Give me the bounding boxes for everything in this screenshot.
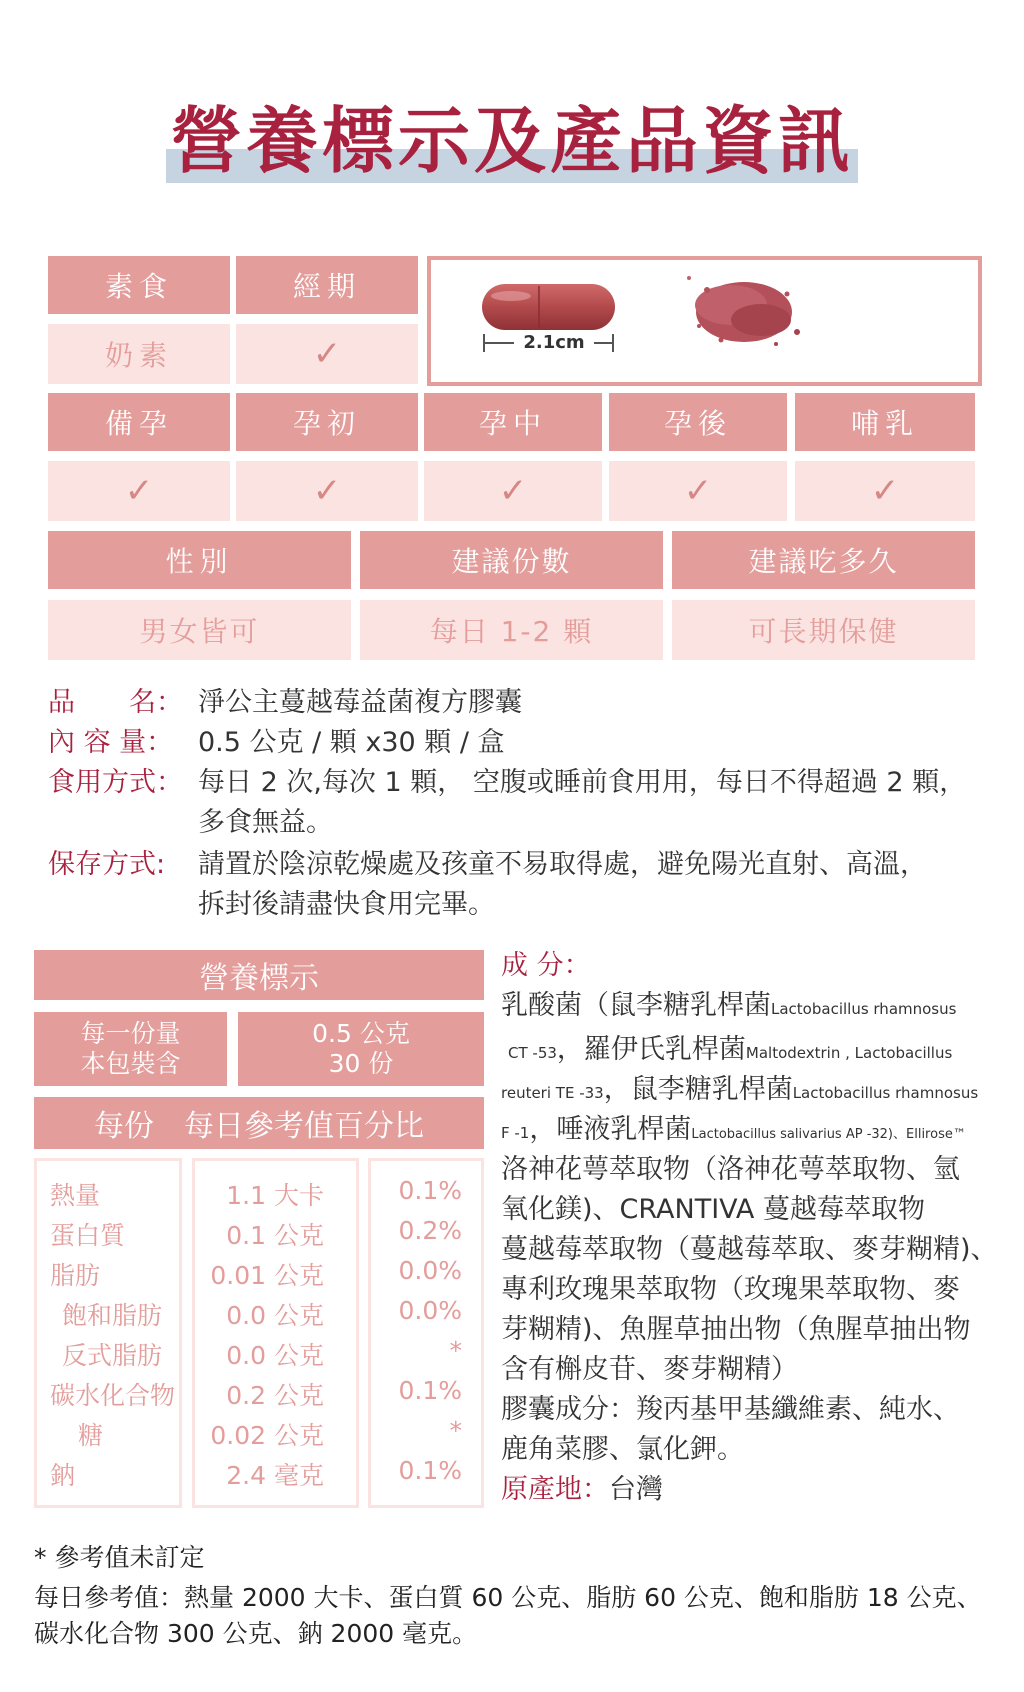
nutrient-percent: 0.1% <box>398 1376 462 1405</box>
ingredients-line-3 <box>501 1070 978 1113</box>
ingredient-latin: Maltodextrin , Lactobacillus <box>745 1044 953 1062</box>
info-usage-row <box>48 764 966 802</box>
ingredients-line-4 <box>501 1110 966 1155</box>
nutrient-name: 碳水化合物 <box>50 1381 176 1410</box>
ingredient-latin: Lactobacillus salivarius AP -32)、Ellirose™ <box>691 1127 966 1142</box>
product-illustration <box>431 260 978 382</box>
info-usage-label: 食用方式： <box>48 767 183 798</box>
nutrient-name: 鈉 <box>50 1461 76 1490</box>
serving-label-1: 每一份量 <box>80 1019 181 1048</box>
ingredient-text: ，鼠李糖乳桿菌 <box>603 1074 793 1105</box>
ingredients-line-7: 蔓越莓萃取物（蔓越莓萃取、麥芽糊精)、 <box>501 1234 998 1265</box>
stage-check-icon-4: ✓ <box>609 461 787 521</box>
stage-header-4: 孕後 <box>609 393 787 451</box>
nutrient-amount: 0.0 公克 <box>226 1301 324 1330</box>
nutrient-percent: 0.0% <box>398 1256 462 1285</box>
origin-row <box>501 1470 663 1510</box>
nutrient-name: 飽和脂肪 <box>62 1301 163 1330</box>
ingredient-text: ，羅伊氏乳桿菌 <box>556 1034 746 1065</box>
serving-value-2: 30 份 <box>328 1049 394 1078</box>
ingredient-latin: F -1 <box>501 1124 530 1142</box>
powder-icon <box>687 276 800 346</box>
info-usage-value-1: 每日 2 次,每次 1 顆， 空腹或睡前食用用，每日不得超過 2 顆， <box>198 767 967 798</box>
gender-header: 性別 <box>48 531 351 589</box>
diet-value: 奶素 <box>48 324 230 384</box>
nutrient-amount: 2.4 毫克 <box>226 1461 324 1490</box>
ingredients-line-1 <box>501 986 956 1029</box>
gender-value: 男女皆可 <box>48 600 351 660</box>
info-storage-row <box>48 846 927 884</box>
ingredient-latin: Lactobacillus rhamnosus <box>771 1000 957 1018</box>
ingredient-text: ，唾液乳桿菌 <box>529 1114 692 1145</box>
info-storage-value-2: 拆封後請盡快食用完畢。 <box>198 889 495 920</box>
nutrient-amount: 0.0 公克 <box>226 1341 324 1370</box>
origin-value: 台灣 <box>609 1474 663 1505</box>
footnote-line-1: * 參考值未訂定 <box>34 1543 205 1572</box>
origin-label: 原產地： <box>501 1474 609 1505</box>
page-title: 營養標示及產品資訊 <box>166 105 858 177</box>
capsule-icon <box>482 284 615 330</box>
nutrient-amount: 0.02 公克 <box>210 1421 324 1450</box>
nutrient-percent: * <box>449 1336 462 1365</box>
nutrient-name: 反式脂肪 <box>62 1341 163 1370</box>
info-usage-value-2: 多食無益。 <box>198 807 333 838</box>
stage-header-2: 孕初 <box>236 393 418 451</box>
ingredients-line-12: 鹿角菜膠、氯化鉀。 <box>501 1434 744 1465</box>
nutrient-amount: 0.2 公克 <box>226 1381 324 1410</box>
ingredients-line-9: 芽糊精)、魚腥草抽出物（魚腥草抽出物 <box>501 1314 971 1345</box>
ingredients-line-8: 專利玫瑰果萃取物（玫瑰果萃取物、麥 <box>501 1274 960 1305</box>
ingredient-latin: Lactobacillus rhamnosus <box>792 1084 979 1102</box>
stage-check-icon-3: ✓ <box>424 461 602 521</box>
dosage-header: 建議份數 <box>360 531 663 589</box>
info-name-value: 淨公主蔓越莓益菌複方膠囊 <box>198 687 522 718</box>
ingredients-line-6: 氧化鎂)、CRANTIVA 蔓越莓萃取物 <box>501 1194 925 1225</box>
stage-header-3: 孕中 <box>424 393 602 451</box>
percent-header: 每份 每日參考值百分比 <box>34 1097 484 1149</box>
page-title-block <box>0 99 1024 183</box>
footnote-line-3: 碳水化合物 300 公克、鈉 2000 毫克。 <box>34 1619 478 1648</box>
nutrient-amount: 1.1 大卡 <box>226 1181 324 1210</box>
ingredients-line-2 <box>508 1030 952 1073</box>
serving-label-2: 本包裝含 <box>80 1049 181 1078</box>
stage-check-icon-1: ✓ <box>48 461 230 521</box>
nutrient-name: 糖 <box>78 1421 104 1450</box>
ingredient-latin: CT -53 <box>508 1044 557 1062</box>
nutrient-percent: 0.0% <box>398 1296 462 1325</box>
serving-values <box>238 1012 484 1086</box>
stage-header-5: 哺乳 <box>795 393 975 451</box>
info-content-label: 內 容 量： <box>48 727 174 758</box>
info-content-row <box>48 724 505 762</box>
stage-header-1: 備孕 <box>48 393 230 451</box>
ingredient-latin: reuteri TE -33 <box>501 1084 604 1102</box>
period-header: 經期 <box>236 256 418 314</box>
dosage-value: 每日 1-2 顆 <box>360 600 663 660</box>
footnote-line-2: 每日參考值：熱量 2000 大卡、蛋白質 60 公克、脂肪 60 公克、飽和脂肪 18 公克、 <box>34 1583 982 1612</box>
duration-value: 可長期保健 <box>672 600 975 660</box>
nutrient-name: 熱量 <box>50 1181 101 1210</box>
info-storage-label: 保存方式: <box>48 849 166 880</box>
nutrient-amount: 0.01 公克 <box>210 1261 324 1290</box>
ingredients-title: 成 分： <box>501 950 591 981</box>
nutrient-percent: 0.2% <box>398 1216 462 1245</box>
info-storage-value-1: 請置於陰涼乾燥處及孩童不易取得處，避免陽光直射、高溫， <box>198 849 927 880</box>
nutrient-name: 蛋白質 <box>50 1221 126 1250</box>
nutrient-percent: * <box>449 1416 462 1445</box>
serving-labels <box>34 1012 227 1086</box>
ingredient-text: 乳酸菌（鼠李糖乳桿菌 <box>501 990 771 1021</box>
info-name-row <box>48 684 522 722</box>
product-image-box <box>427 256 982 386</box>
stage-check-icon-2: ✓ <box>236 461 418 521</box>
nutrient-percent: 0.1% <box>398 1176 462 1205</box>
nutrient-name: 脂肪 <box>50 1261 101 1290</box>
stage-check-icon-5: ✓ <box>795 461 975 521</box>
duration-header: 建議吃多久 <box>672 531 975 589</box>
ingredients-line-10: 含有槲皮苷、麥芽糊精） <box>501 1354 798 1385</box>
period-check-icon: ✓ <box>236 324 418 384</box>
nutrient-percent: 0.1% <box>398 1456 462 1485</box>
info-content-value: 0.5 公克 / 顆 x30 顆 / 盒 <box>198 727 505 758</box>
info-name-label: 品 名： <box>48 687 183 718</box>
nutrient-amount: 0.1 公克 <box>226 1221 324 1250</box>
ingredients-line-11: 膠囊成分：羧丙基甲基纖維素、純水、 <box>501 1394 960 1425</box>
serving-value-1: 0.5 公克 <box>312 1019 410 1048</box>
diet-header: 素食 <box>48 256 230 314</box>
capsule-size-label: 2.1cm <box>514 332 594 353</box>
nutrition-title: 營養標示 <box>34 950 484 1000</box>
ingredients-line-5: 洛神花萼萃取物（洛神花萼萃取物、氫 <box>501 1154 960 1185</box>
